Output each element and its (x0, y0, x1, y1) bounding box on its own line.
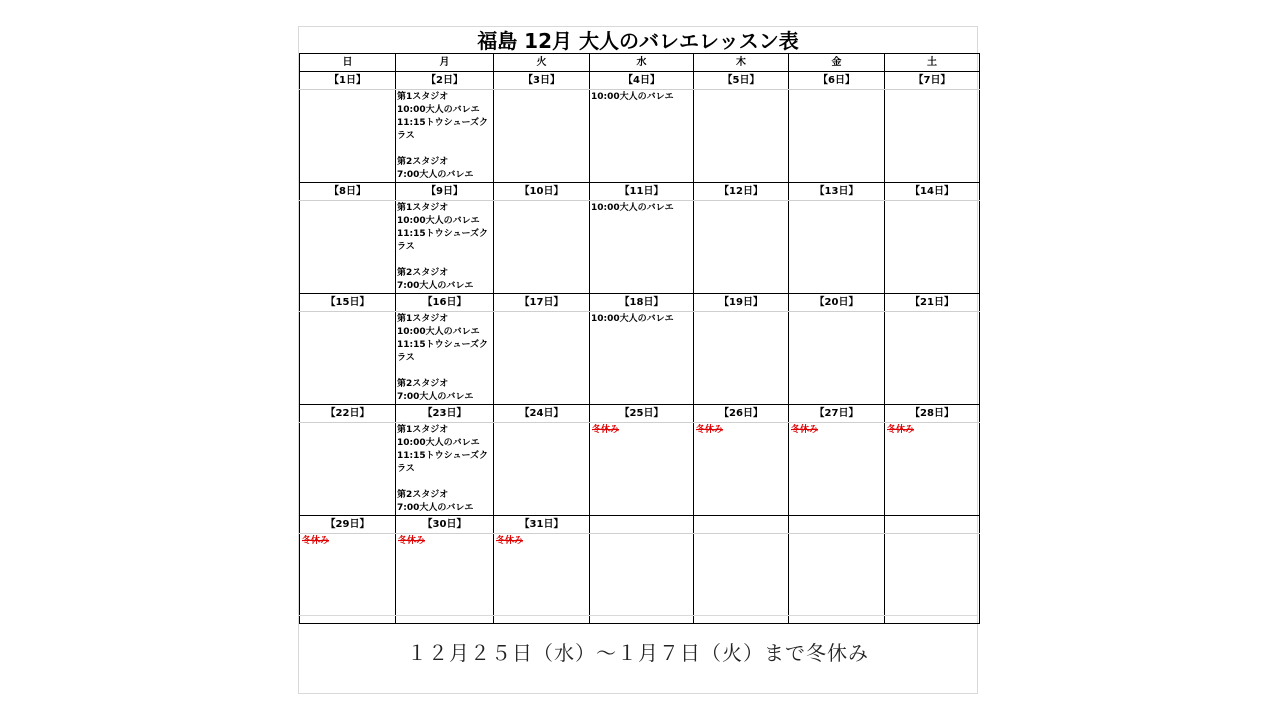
day-cell (300, 534, 396, 624)
day-cell (694, 201, 789, 294)
week-day-row (300, 183, 980, 201)
day-cell (494, 90, 590, 183)
lesson-text (300, 312, 395, 313)
lesson-text (694, 90, 788, 91)
day-cell (396, 534, 494, 624)
day-cell (694, 90, 789, 183)
day-cell (396, 423, 494, 516)
day-cell (300, 201, 396, 294)
day-number: 【23日】 (396, 405, 494, 423)
day-number: 【28日】 (885, 405, 980, 423)
day-cell (789, 90, 885, 183)
day-number: 【2日】 (396, 72, 494, 90)
day-number: 【21日】 (885, 294, 980, 312)
lesson-text (789, 534, 884, 535)
day-cell (396, 312, 494, 405)
lesson-text (300, 201, 395, 202)
calendar-table (299, 53, 980, 624)
holiday-label: 冬休み (398, 536, 426, 546)
day-cell (590, 534, 694, 624)
day-number: 【14日】 (885, 183, 980, 201)
day-number: 【10日】 (494, 183, 590, 201)
day-number: 【24日】 (494, 405, 590, 423)
schedule-sheet (298, 26, 978, 694)
day-number (694, 516, 789, 534)
day-cell (789, 534, 885, 624)
day-number: 【12日】 (694, 183, 789, 201)
day-cell (885, 90, 980, 183)
day-cell (590, 312, 694, 405)
day-number: 【8日】 (300, 183, 396, 201)
day-number: 【11日】 (590, 183, 694, 201)
holiday-label: 冬休み (496, 536, 524, 546)
lesson-text (494, 423, 589, 424)
day-cell (694, 534, 789, 624)
day-number (885, 516, 980, 534)
day-number: 【20日】 (789, 294, 885, 312)
week-day-row (300, 516, 980, 534)
day-number: 【29日】 (300, 516, 396, 534)
day-number: 【7日】 (885, 72, 980, 90)
holiday-label: 冬休み (592, 425, 620, 435)
holiday-label: 冬休み (791, 425, 819, 435)
lesson-text (789, 90, 884, 91)
lesson-text (300, 90, 395, 91)
day-cell (885, 423, 980, 516)
lesson-text: 第1スタジオ 10:00大人のバレエ 11:15トウシューズクラス 第2スタジオ 7:00大人のバレエ (397, 314, 489, 402)
day-number: 【4日】 (590, 72, 694, 90)
weekday-tue: 火 (494, 54, 590, 72)
weekday-sun: 日 (300, 54, 396, 72)
day-number (789, 516, 885, 534)
day-number: 【22日】 (300, 405, 396, 423)
week-day-row (300, 72, 980, 90)
lesson-text (694, 201, 788, 202)
week-body-row (300, 423, 980, 516)
day-number: 【13日】 (789, 183, 885, 201)
weekday-thu: 木 (694, 54, 789, 72)
lesson-text (789, 201, 884, 202)
weekday-sat: 土 (885, 54, 980, 72)
day-cell (885, 312, 980, 405)
holiday-notice: １２月２５日（水）〜１月７日（火）まで冬休み (299, 615, 977, 695)
day-cell (885, 534, 980, 624)
day-cell (300, 90, 396, 183)
day-cell (494, 423, 590, 516)
lesson-text: 第1スタジオ 10:00大人のバレエ 11:15トウシューズクラス 第2スタジオ 7:00大人のバレエ (397, 92, 489, 180)
holiday-label: 冬休み (302, 536, 330, 546)
day-cell (494, 312, 590, 405)
week-body-row (300, 534, 980, 624)
day-cell (590, 201, 694, 294)
lesson-text (300, 423, 395, 424)
day-number: 【31日】 (494, 516, 590, 534)
day-cell (590, 90, 694, 183)
weekday-wed: 水 (590, 54, 694, 72)
holiday-label: 冬休み (887, 425, 915, 435)
day-cell (396, 90, 494, 183)
day-cell (590, 423, 694, 516)
day-number: 【15日】 (300, 294, 396, 312)
day-cell (300, 312, 396, 405)
lesson-text: 10:00大人のバレエ (591, 92, 674, 102)
day-cell (694, 312, 789, 405)
day-cell (885, 201, 980, 294)
lesson-text: 第1スタジオ 10:00大人のバレエ 11:15トウシューズクラス 第2スタジオ 7:00大人のバレエ (397, 425, 489, 513)
day-number: 【17日】 (494, 294, 590, 312)
lesson-text: 10:00大人のバレエ (591, 203, 674, 213)
day-number: 【18日】 (590, 294, 694, 312)
lesson-text (885, 312, 979, 313)
day-cell (789, 423, 885, 516)
day-cell (396, 201, 494, 294)
lesson-text (694, 534, 788, 535)
lesson-text (494, 201, 589, 202)
day-number: 【9日】 (396, 183, 494, 201)
day-cell (494, 201, 590, 294)
day-number: 【6日】 (789, 72, 885, 90)
holiday-label: 冬休み (696, 425, 724, 435)
day-number: 【19日】 (694, 294, 789, 312)
day-number: 【26日】 (694, 405, 789, 423)
day-number: 【1日】 (300, 72, 396, 90)
day-number: 【5日】 (694, 72, 789, 90)
day-number: 【30日】 (396, 516, 494, 534)
day-number: 【27日】 (789, 405, 885, 423)
lesson-text (590, 534, 693, 535)
lesson-text (694, 312, 788, 313)
lesson-text (885, 201, 979, 202)
lesson-text (494, 312, 589, 313)
weekday-fri: 金 (789, 54, 885, 72)
week-day-row (300, 405, 980, 423)
schedule-title: 福島 12月 大人のバレエレッスン表 (477, 29, 799, 53)
day-number: 【16日】 (396, 294, 494, 312)
day-cell (494, 534, 590, 624)
day-cell (789, 201, 885, 294)
weekday-header-row (300, 54, 980, 72)
day-cell (694, 423, 789, 516)
day-number: 【25日】 (590, 405, 694, 423)
lesson-text: 10:00大人のバレエ (591, 314, 674, 324)
week-day-row (300, 294, 980, 312)
weekday-mon: 月 (396, 54, 494, 72)
week-body-row (300, 201, 980, 294)
day-cell (789, 312, 885, 405)
week-body-row (300, 312, 980, 405)
week-body-row (300, 90, 980, 183)
lesson-text (885, 534, 979, 535)
lesson-text (885, 90, 979, 91)
day-number: 【3日】 (494, 72, 590, 90)
lesson-text (789, 312, 884, 313)
day-cell (300, 423, 396, 516)
day-number (590, 516, 694, 534)
lesson-text: 第1スタジオ 10:00大人のバレエ 11:15トウシューズクラス 第2スタジオ 7:00大人のバレエ (397, 203, 489, 291)
lesson-text (494, 90, 589, 91)
